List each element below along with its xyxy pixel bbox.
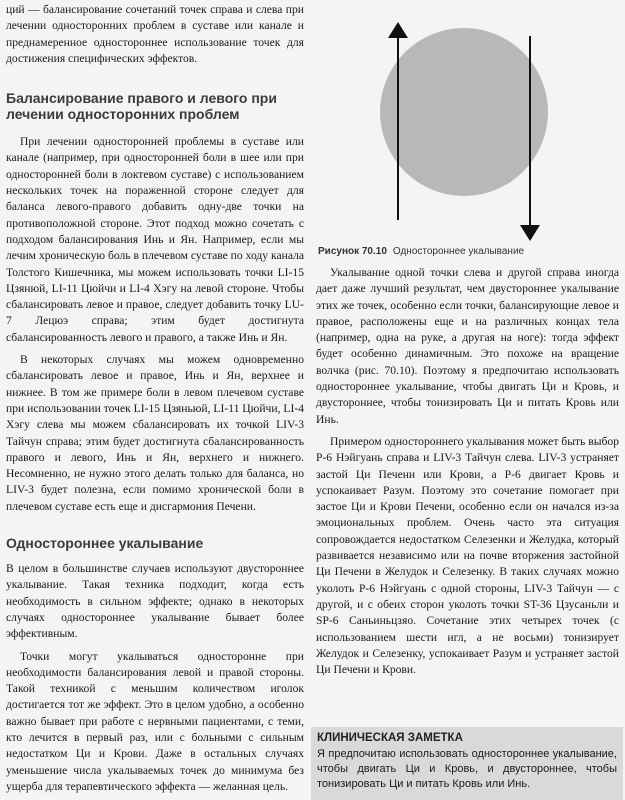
- paragraph-balancing-2: В некоторых случаях мы можем одновременно сбалансировать левое и правое, Инь и Ян, верхнее и нижнее. В том же примере боли в левом плечевом суставе при использовании точек LI-15 Цзяньюй, LI-11 Цюйчи, LI-4 Хэгу слева мы можем сбалансировать их точкой LIV-3 Тайчун справа; этим будет достигнута сбалансированность правого и левого, Инь и Ян, верхнего и нижнего. Несомненно, не нужно этого делать только для баланса, но LIV-3 будет полезна, если помимо хронической боли в плечевом суставе есть еще и дисгармония Печени.: [6, 353, 304, 513]
- paragraph-balancing-1: При лечении односторонней проблемы в суставе или канале (например, при односторонней боли в шее или при односторонней боли в локтевом суставе) с использованием нескольких точек на пораженной стороне следует для баланса левого-правого добавить одну-две точки на противоположной стороне. Этот подход можно сочетать с подходом балансирования Инь и Ян. Например, если мы лечим хроническую боль в плечевом суставе по ходу канала Толстого Кишечника, мы можем использовать точки LI-15 Цзянюй, LI-11 Цюйчи и LI-4 Хэгу на левой стороне. Чтобы сбалансировать левое и правое, следует добавить точку LU-7 Лецюэ справа; этим будет достигнута сбалансированность левого и правого, а также Инь и Ян.: [6, 135, 304, 344]
- figure-caption-text: Одностороннее укалывание: [392, 246, 525, 257]
- clinical-note-title: КЛИНИЧЕСКАЯ ЗАМЕТКА: [317, 732, 463, 744]
- intro-paragraph: ций — балансирование сочетаний точек справа и слева при лечении односторонних проблем в суставе или канале и преднамеренное одностороннее использование точек для достижения специфических эффектов.: [6, 3, 304, 65]
- figure-caption: [318, 246, 524, 257]
- spinning-top-diagram: [318, 0, 618, 262]
- heading-unilateral: Одностороннее укалывание: [6, 535, 204, 552]
- paragraph-right-1: Укалывание одной точки слева и другой справа иногда дает даже лучший результат, чем двустороннее укалывание этих же точек, особенно если точки, балансирующие левое и правое, расположены еще и на различных концах тела (например, одна на руке, а другая на ноге): тогда эффект будет особенно динамичным. Это похоже на вращение волчка (рис. 70.10). Поэтому я предпочитаю использовать одностороннее укалывание, чтобы двигать Ци и Кровь, и двустороннее, чтобы тонизировать Ци и питать Кровь или Инь.: [316, 266, 619, 426]
- figure-caption-number: Рисунок 70.10: [318, 246, 387, 257]
- left-column: [6, 0, 304, 795]
- clinical-note: [311, 727, 623, 800]
- clinical-note-text: Я предпочитаю использовать одностороннее укалывание, чтобы двигать Ци и Кровь, и двустороннее, чтобы тонизировать Ци и питать Кровь или Инь.: [317, 748, 617, 790]
- paragraph-unilateral-1: В целом в большинстве случаев используют двустороннее укалывание. Такая техника подходит, когда есть необходимость в сильном эффекте; однако в некоторых случаях одностороннее укалывание бывает более эффективным.: [6, 562, 304, 641]
- paragraph-right-2: Примером одностороннего укалывания может быть выбор P-6 Нэйгуань справа и LIV-3 Тайчун слева. LIV-3 устраняет застой Ци Печени или Крови, а P-6 двигает Кровь и успокаивает Разум. Поэтому это сочетание помогает при застое Ци и Крови Печени, особенно если он начался из-за эмоциональных проблем. Очень часто эта ситуация сопровождается недостатком Селезенки и Желудка, который развивается независимо или на почве вторжения застойной Ци Печени в Желудок и Селезенку. В таких случаях можно уколоть P-6 Нэйгуань с одной стороны, LIV-3 Тайчун — с другой, и с обеих сторон уколоть точки ST-36 Цзусаньли и SP-6 Саньиньцзяо. Сочетание этих четырех точек (с использованием шести игл, а не восьми) тонизирует Желудок и Селезенку, успокаивает Разум и устраняет застой Ци Печени и Крови.: [316, 434, 619, 677]
- right-column: [316, 265, 619, 678]
- paragraph-unilateral-2: Точки могут укалываться односторонне при необходимости балансирования левой и правой стороны. Такой техникой с меньшим количеством иголок достигается тот же эффект. Это в целом удобно, а особенно важно бывает при работе с нервными пациентами, с теми, кто лечится в первый раз, или с больными с сильным недостатком Ци и Крови. Даже в остальных случаях уменьшение числа укалываемых точек до минимума без ущерба для терапевтического эффекта — желанная цель.: [6, 649, 304, 793]
- figure-circle: [380, 28, 548, 196]
- heading-balancing: Балансирование правого и левого при лечении односторонних проблем: [6, 90, 277, 123]
- figure-unilateral-needling: [318, 0, 618, 262]
